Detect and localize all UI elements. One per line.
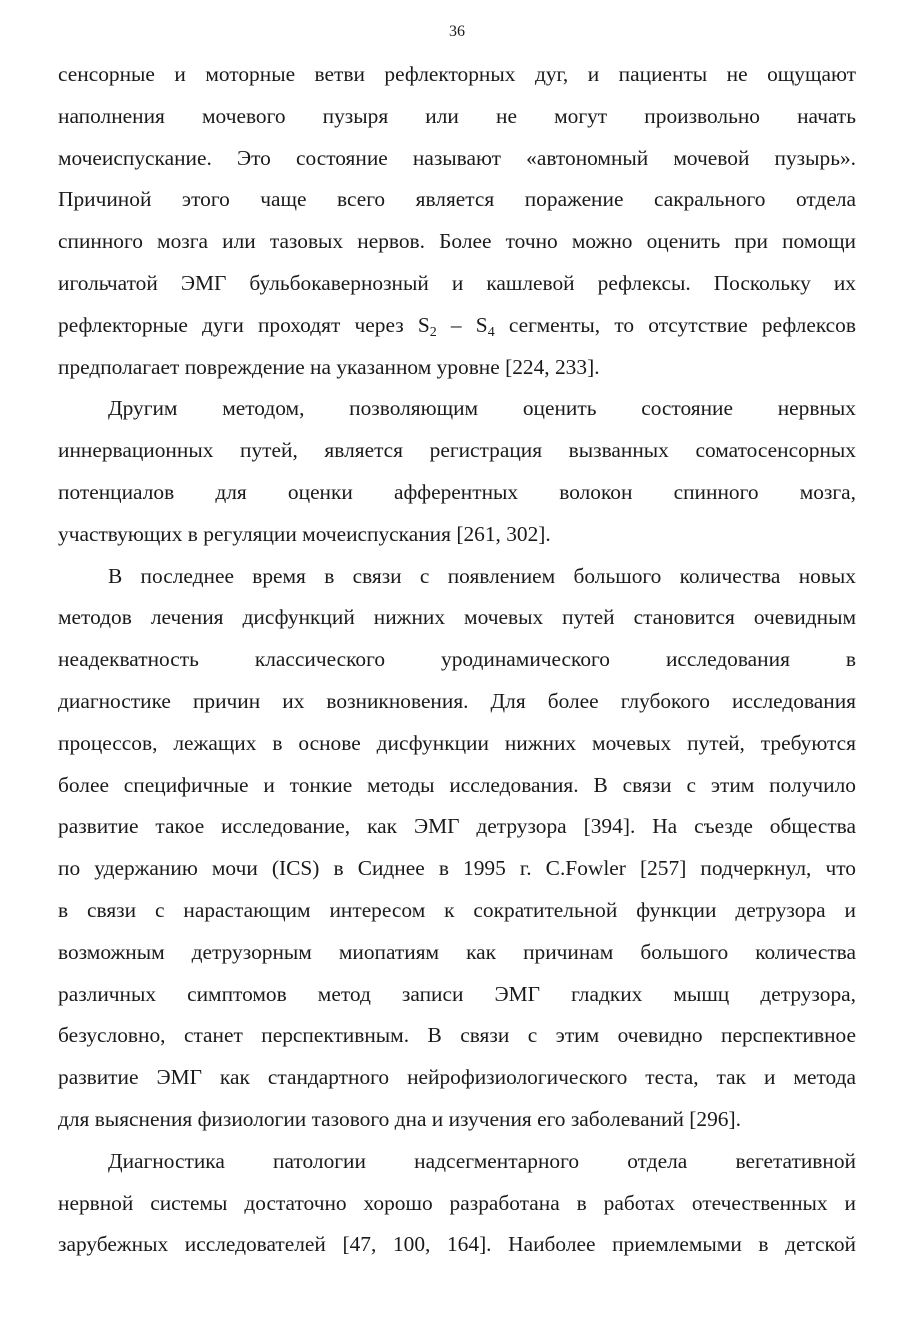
text-line: иннервационных путей, является регистрация вызванных соматосенсорных [58, 438, 856, 463]
text-line: участвующих в регуляции мочеиспускания [261, 302]. [58, 521, 551, 546]
text-line: неадекватность классического уродинамического исследования в [58, 647, 856, 672]
text-line: зарубежных исследователей [47, 100, 164]. Наиболее приемлемыми в детской [58, 1232, 856, 1257]
text-line: по удержанию мочи (ICS) в Сиднее в 1995 г. C.Fowler [257] подчеркнул, что [58, 856, 856, 881]
subscript: 2 [429, 324, 437, 340]
text-line: диагностике причин их возникновения. Для более глубокого исследования [58, 688, 856, 713]
page-number: 36 [449, 23, 465, 40]
text-line: различных симптомов метод записи ЭМГ гладких мышц детрузора, [58, 981, 856, 1006]
text-line: Другим методом, позволяющим оценить состояние нервных [108, 396, 856, 421]
subscript: 4 [487, 324, 495, 340]
text-segment: рефлекторные дуги проходят через S [58, 312, 430, 337]
text-line: методов лечения дисфункций нижних мочевых путей становится очевидным [58, 605, 856, 630]
text-line: нервной системы достаточно хорошо разработана в работах отечественных и [58, 1190, 856, 1215]
text-line: развитие ЭМГ как стандартного нейрофизиологического теста, так и метода [58, 1065, 856, 1090]
text-line: в связи с нарастающим интересом к сократительной функции детрузора и [58, 897, 856, 922]
text-line: В последнее время в связи с появлением большого количества новых [108, 563, 856, 588]
text-segment: сегменты, то отсутствие рефлексов [494, 312, 856, 337]
paragraph [58, 1141, 856, 1266]
text-line: предполагает повреждение на указанном уровне [224, 233]. [58, 354, 600, 379]
text-line: безусловно, станет перспективным. В связи с этим очевидно перспективное [58, 1023, 856, 1048]
text-line: процессов, лежащих в основе дисфункции нижних мочевых путей, требуются [58, 730, 856, 755]
paragraph [58, 54, 856, 388]
text-segment: – S [436, 312, 488, 337]
text-line: развитие такое исследование, как ЭМГ детрузора [394]. На съезде общества [58, 814, 856, 839]
text-line: игольчатой ЭМГ бульбокавернозный и кашлевой рефлексы. Поскольку их [58, 270, 856, 295]
text-line-with-subscripts [58, 305, 856, 347]
text-line: потенциалов для оценки афферентных волокон спинного мозга, [58, 479, 856, 504]
text-line: для выяснения физиологии тазового дна и изучения его заболеваний [296]. [58, 1106, 741, 1131]
text-line: Диагностика патологии надсегментарного отдела вегетативной [108, 1148, 856, 1173]
text-line: возможным детрузорным миопатиям как причинам большого количества [58, 939, 856, 964]
text-line: сенсорные и моторные ветви рефлекторных дуг, и пациенты не ощущают [58, 62, 856, 86]
text-line: наполнения мочевого пузыря или не могут произвольно начать [58, 103, 856, 128]
text-line: Причиной этого чаще всего является поражение сакрального отдела [58, 187, 856, 212]
text-line: спинного мозга или тазовых нервов. Более точно можно оценить при помощи [58, 229, 856, 254]
text-line: более специфичные и тонкие методы исследования. В связи с этим получило [58, 772, 856, 797]
body-text [58, 54, 856, 1266]
paragraph [58, 388, 856, 555]
paragraph [58, 556, 856, 1141]
text-line: мочеиспускание. Это состояние называют «автономный мочевой пузырь». [58, 145, 856, 170]
